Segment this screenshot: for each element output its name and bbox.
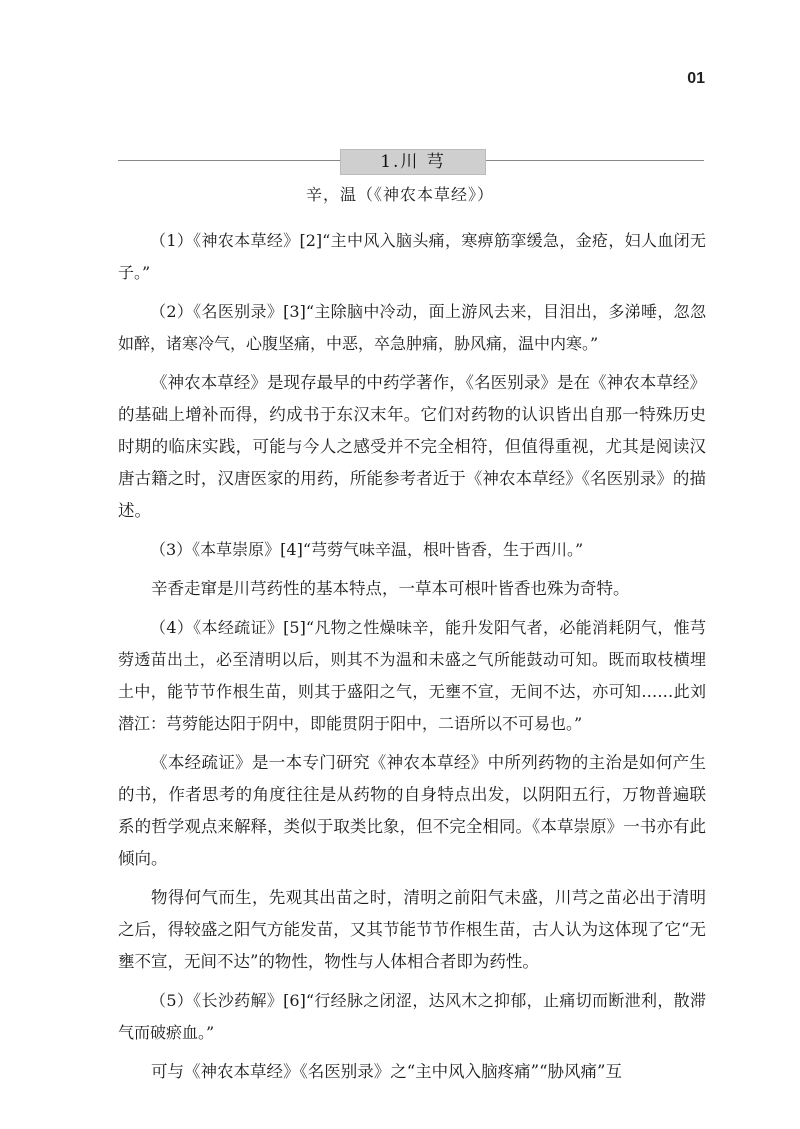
section-title: 1.川 芎 bbox=[340, 149, 486, 175]
paragraph-2: （2）《名医别录》[3]“主除脑中冷动，面上游风去来，目泪出，多涕唾，忽忽如醉，诸寒冷气，心腹坚痛，中恶，卒急肿痛，胁风痛，温中内寒。” bbox=[118, 302, 706, 353]
paragraph-1: （1）《神农本草经》[2]“主中风入脑头痛，寒痹筋挛缓急，金疮，妇人血闭无子。” bbox=[118, 231, 706, 282]
paragraph-6: （4）《本经疏证》[5]“凡物之性燥味辛，能升发阳气者，必能消耗阴气，惟芎䓖透苗出土，必至清明以后，则其不为温和未盛之气所能鼓动可知。既而取枝横埋土中，能节节作根生苗，则其于盛阳之气，无壅不宣，无间不达，亦可知……此刘潜江：芎䓖能达阳于阴中，即能贯阴于阳中，二语所以不可易也。” bbox=[118, 618, 706, 733]
paragraph-7: 《本经疏证》是一本专门研究《神农本草经》中所列药物的主治是如何产生的书，作者思考的角度往往是从药物的自身特点出发，以阴阳五行，万物普遍联系的哲学观点来解释，类似于取类比象，但不完全相同。《本草崇原》一书亦有此倾向。 bbox=[118, 753, 706, 868]
paragraph-9: （5）《长沙药解》[6]“行经脉之闭涩，达风木之抑郁，止痛切而断泄利，散滞气而破瘀血。” bbox=[118, 991, 706, 1042]
paragraph-10: 可与《神农本草经》《名医别录》之“主中风入脑疼痛”“胁风痛”互 bbox=[151, 1062, 622, 1081]
paragraph-3: 《神农本草经》是现存最早的中药学著作，《名医别录》是在《神农本草经》的基础上增补而得，约成书于东汉末年。它们对药物的认识皆出自那一特殊历史时期的临床实践，可能与今人之感受并不完全相符，但值得重视，尤其是阅读汉唐古籍之时，汉唐医家的用药，所能参考者近于《神农本草经》《名医别录》的描述。 bbox=[118, 373, 706, 520]
paragraph-5: 辛香走窜是川芎药性的基本特点，一草本可根叶皆香也殊为奇特。 bbox=[151, 579, 630, 598]
body-text bbox=[118, 225, 706, 1095]
paragraph-4: （3）《本草崇原》[4]“芎䓖气味辛温，根叶皆香，生于西川。” bbox=[150, 540, 584, 559]
paragraph-8: 物得何气而生，先观其出苗之时，清明之前阳气未盛，川芎之苗必出于清明之后，得较盛之阳气方能发苗，又其节能节节作根生苗，古人认为这体现了它“无壅不宣，无间不达”的物性，物性与人体相合者即为药性。 bbox=[118, 888, 706, 971]
section-subtitle: 辛，温（《神农本草经》） bbox=[305, 185, 494, 204]
page-number: 01 bbox=[687, 70, 705, 87]
